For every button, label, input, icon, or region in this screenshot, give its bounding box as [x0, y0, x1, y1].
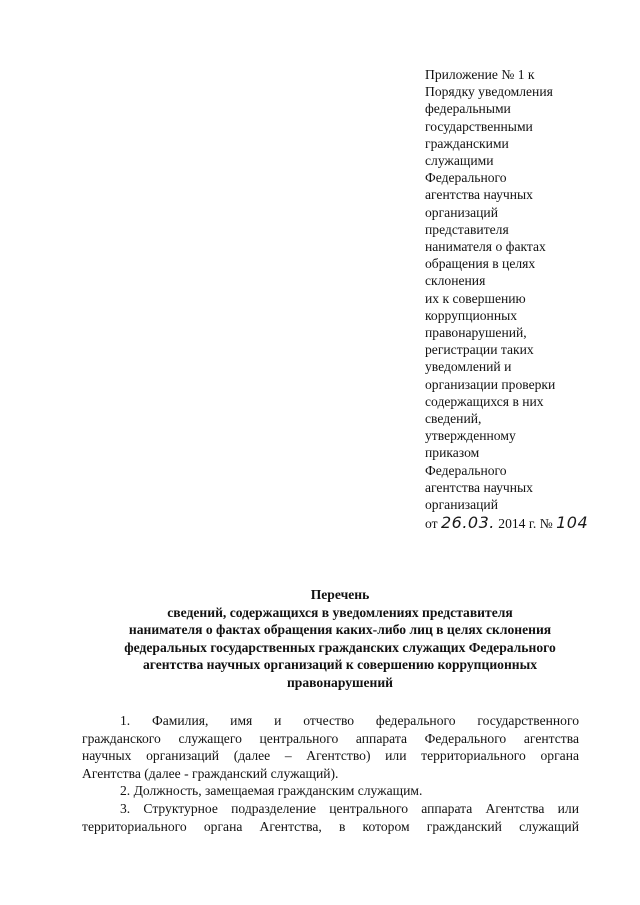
appendix-line: федеральными	[425, 101, 511, 117]
appendix-line: Федерального	[425, 462, 507, 478]
appendix-line: организаций	[425, 204, 498, 220]
list-item-2	[82, 782, 579, 800]
appendix-line: Федерального	[425, 170, 507, 186]
handwritten-order-number: 104	[556, 513, 589, 533]
list-item-3	[82, 800, 579, 835]
appendix-line: уведомлений и	[425, 359, 512, 375]
appendix-line: обращения в целях	[425, 256, 536, 272]
appendix-line: организаций	[425, 497, 498, 513]
body-line: 2. Должность, замещаемая гражданским служащим.	[120, 783, 423, 799]
appendix-line: служащими	[425, 153, 494, 169]
appendix-line: склонения	[425, 273, 486, 289]
appendix-line: содержащихся в них	[425, 393, 544, 409]
body-line: территориального органа Агентства, в котором гражданский служащий	[82, 818, 579, 834]
date-prefix: от	[425, 516, 438, 532]
appendix-line: приказом	[425, 445, 480, 461]
order-date-line	[425, 514, 615, 532]
body-line: Агентства (далее - гражданский служащий).	[82, 765, 339, 781]
title-line: Перечень	[310, 587, 370, 602]
appendix-line: государственными	[425, 118, 533, 134]
appendix-line: правонарушений,	[425, 325, 527, 341]
appendix-line: сведений,	[425, 411, 482, 427]
body-line: 1. Фамилия, имя и отчество федерального государственного	[120, 713, 579, 728]
body-line: 3. Структурное подразделение центрального аппарата Агентства или	[120, 800, 579, 816]
appendix-line: нанимателя о фактах	[425, 239, 546, 255]
appendix-line: агентства научных	[425, 187, 533, 203]
title-line: агентства научных организаций к совершению коррупционных	[142, 657, 538, 673]
appendix-line: Приложение № 1 к	[425, 67, 535, 82]
body-line: научных организаций (далее – Агентство) или территориального органа	[82, 748, 579, 764]
document-title	[80, 586, 600, 692]
appendix-line: Порядку уведомления	[425, 84, 553, 100]
appendix-line: агентства научных	[425, 479, 533, 495]
appendix-line: их к совершению	[425, 290, 526, 306]
document-body	[82, 712, 579, 835]
handwritten-date: 26.03.	[440, 513, 495, 533]
date-year: 2014 г. №	[498, 516, 553, 532]
appendix-line: коррупционных	[425, 307, 518, 323]
appendix-header	[425, 66, 615, 532]
appendix-line: организации проверки	[425, 376, 556, 392]
appendix-line: регистрации таких	[425, 342, 534, 358]
appendix-line: гражданскими	[425, 135, 509, 151]
appendix-line: представителя	[425, 221, 509, 237]
title-line: правонарушений	[286, 674, 394, 690]
list-item-1	[82, 712, 579, 782]
appendix-line: утвержденному	[425, 428, 516, 444]
title-line: сведений, содержащихся в уведомлениях представителя	[167, 604, 513, 620]
body-line: гражданского служащего центрального аппарата Федерального агентства	[82, 730, 579, 746]
title-line: федеральных государственных гражданских служащих Федерального	[124, 639, 556, 655]
title-line: нанимателя о фактах обращения каких-либо лиц в целях склонения	[128, 622, 552, 638]
